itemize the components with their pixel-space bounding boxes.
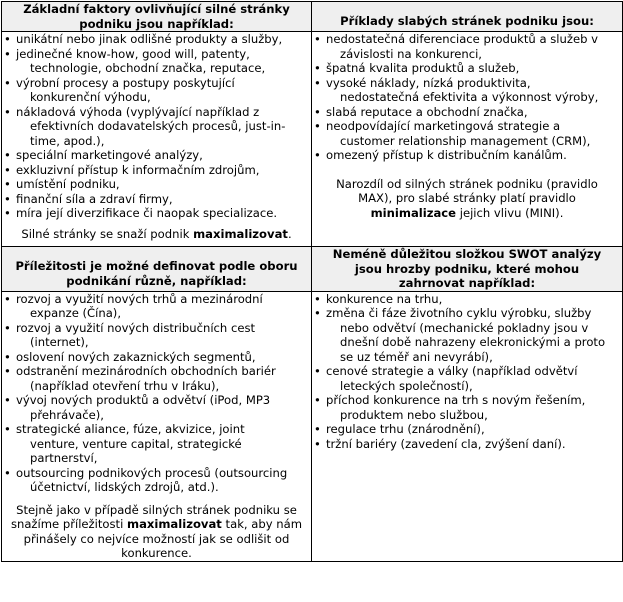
- list-item-text: • umístění podniku,: [16, 177, 120, 191]
- opportunities-note-line4: konkurence.: [121, 546, 192, 560]
- list-item-text: • konkurence na trhu,: [326, 291, 443, 306]
- weaknesses-header-text: Příklady slabých stránek podniku jsou:: [340, 14, 594, 28]
- threats-cell: [312, 291, 623, 561]
- opportunities-header: [2, 247, 312, 292]
- weaknesses-note-line2: MAX), pro slabé stránky platí pravidlo: [358, 191, 576, 205]
- list-item-continuation: partnerství,: [30, 451, 98, 465]
- opportunities-list: [2, 292, 311, 495]
- weaknesses-cell: [312, 32, 623, 247]
- list-item-text: • omezený přístup k distribučním kanálům.: [326, 148, 567, 162]
- list-item: [312, 76, 622, 105]
- opportunities-header-line2: podnikání různě, například:: [66, 273, 247, 288]
- threats-header: [312, 247, 623, 292]
- list-item: [2, 148, 311, 163]
- list-item-continuation: nedostatečná efektivita a výkonnost výroby,: [340, 90, 599, 104]
- opportunities-note-line2: [2, 517, 311, 532]
- list-item: [312, 119, 622, 148]
- list-item-continuation: produktem nebo službou,: [340, 407, 488, 422]
- strengths-header: [2, 2, 312, 32]
- strengths-note: [2, 227, 311, 242]
- list-item-continuation: účetnictví, lidských zdrojů, atd.).: [30, 480, 219, 494]
- list-item: [2, 206, 311, 221]
- list-item-text: • speciální marketingové analýzy,: [16, 148, 203, 162]
- list-item: [312, 422, 622, 437]
- list-item-continuation: leteckých společností),: [340, 378, 473, 393]
- weaknesses-note-line3: [312, 206, 622, 221]
- weaknesses-note-end: jejich vlivu (MINI).: [456, 205, 564, 220]
- opportunities-note-line3: přinášely co nejvíce možností jak se odlišit od: [23, 531, 290, 546]
- list-item-text: • strategické aliance, fúze, akvizice, joint: [16, 422, 245, 436]
- list-item-text: • oslovení nových zakaznických segmentů,: [16, 349, 256, 364]
- list-item: [2, 177, 311, 192]
- list-item-text: • rozvoj a využití nových distribučních cest: [16, 320, 256, 335]
- strengths-note-bold: maximalizovat: [193, 226, 288, 241]
- list-item-text: • unikátní nebo jinak odlišné produkty a služby,: [16, 32, 283, 46]
- list-item-text: • příchod konkurence na trh s novým řešením,: [326, 393, 586, 407]
- list-item-continuation: technologie, obchodní značka, reputace,: [30, 61, 266, 75]
- strengths-note-end: .: [287, 226, 292, 241]
- list-item-text: • cenové strategie a války (například odvětví: [326, 364, 578, 378]
- list-item-continuation: expanze (Čína),: [30, 306, 122, 320]
- list-item: [2, 466, 311, 495]
- list-item: [312, 32, 622, 61]
- opportunities-note-line2-end: tak, aby nám: [221, 517, 303, 531]
- strengths-header-text: Základní faktory ovlivňující silné stránky podniku jsou například:: [23, 2, 290, 31]
- list-item-text: • odstranění mezinárodních obchodních bariér: [16, 364, 276, 378]
- list-item: [2, 422, 311, 466]
- strengths-cell: [2, 32, 312, 247]
- list-item-text: • jedinečné know-how, good will, patenty,: [16, 46, 250, 61]
- opportunities-note-bold: maximalizovat: [127, 517, 222, 531]
- list-item: [2, 321, 311, 350]
- list-item-text: • slabá reputace a obchodní značka,: [326, 104, 528, 119]
- threats-header-line3: zahrnovat například:: [398, 276, 536, 290]
- list-item-text: • neodpovídající marketingová strategie a: [326, 119, 561, 133]
- list-item-text: • výrobní procesy a postupy poskytující: [16, 75, 235, 90]
- opportunities-cell: [2, 291, 312, 561]
- list-item-continuation: customer relationship management (CRM),: [340, 133, 591, 148]
- list-item: [2, 105, 311, 149]
- list-item-continuation: efektivních dodavatelských procesů, just-in-: [30, 119, 286, 133]
- list-item-text: • vysoké náklady, nízká produktivita,: [326, 75, 531, 90]
- weaknesses-list: [312, 32, 622, 163]
- opportunities-note: [2, 503, 311, 561]
- list-item-text: • finanční síla a zdraví firmy,: [16, 191, 173, 206]
- list-item: [312, 364, 622, 393]
- threats-list: [312, 292, 622, 452]
- list-item-text: • nedostatečná diferenciace produktů a služeb v: [326, 32, 598, 46]
- list-item-continuation: venture, venture capital, strategické: [30, 436, 242, 451]
- list-item-continuation: konkurenční výhodu,: [30, 90, 151, 104]
- list-item: [2, 292, 311, 321]
- list-item-continuation: závislosti na konkurenci,: [340, 46, 482, 61]
- list-item: [2, 163, 311, 178]
- list-item-continuation: dnešní době nahrazeny elekronickými a proto: [340, 335, 606, 349]
- list-item: [2, 364, 311, 393]
- threats-header-line1: Neméně důležitou složkou SWOT analýzy: [332, 247, 602, 261]
- list-item: [312, 292, 622, 307]
- opportunities-header-line1: Příležitosti je možné definovat podle oboru: [15, 259, 298, 273]
- list-item-text: • exkluzivní přístup k informačním zdrojům,: [16, 162, 260, 177]
- list-item-continuation: se uz téměř ani nevyrábí),: [340, 349, 493, 364]
- list-item-continuation: nebo odvětví (mechanické pokladny jsou v: [340, 320, 589, 335]
- list-item: [2, 47, 311, 76]
- list-item-continuation: (internet),: [30, 335, 89, 349]
- body-row-bottom: [2, 291, 623, 561]
- list-item-text: • tržní bariéry (zavedení cla, zvýšení daní).: [326, 436, 566, 451]
- strengths-note-text: Silné stránky se snaží podnik: [21, 226, 194, 241]
- list-item: [312, 393, 622, 422]
- list-item-text: • rozvoj a využití nových trhů a mezinárodní: [16, 291, 263, 306]
- list-item-continuation: time, apod.),: [30, 133, 105, 148]
- list-item: [312, 306, 622, 364]
- body-row-top: [2, 32, 623, 247]
- weaknesses-note: [312, 177, 622, 221]
- weaknesses-note-bold: minimalizace: [370, 205, 457, 220]
- list-item-text: • změna či fáze životního cyklu výrobku, služby: [326, 306, 592, 320]
- list-item: [2, 350, 311, 365]
- list-item-text: • regulace trhu (znárodnění),: [326, 422, 485, 436]
- list-item-text: • nákladová výhoda (vyplývající například z: [16, 104, 260, 119]
- header-row-top: [2, 2, 623, 32]
- list-item: [2, 76, 311, 105]
- list-item-text: • míra její diverzifikace či naopak specializace.: [16, 206, 278, 220]
- list-item-continuation: přehrávače),: [30, 407, 104, 422]
- list-item: [312, 437, 622, 452]
- list-item: [2, 393, 311, 422]
- weaknesses-note-line1: Narozdíl od silných stránek podniku (pravidlo: [336, 176, 598, 191]
- list-item-continuation: (například otevření trhu v Iráku),: [30, 378, 220, 393]
- list-item-text: • vývoj nových produktů a odvětví (iPod, MP3: [16, 393, 271, 407]
- list-item: [2, 32, 311, 47]
- list-item: [312, 61, 622, 76]
- list-item: [312, 148, 622, 163]
- list-item-text: • outsourcing podnikových procesů (outsourcing: [16, 465, 288, 480]
- header-row-bottom: [2, 247, 623, 292]
- swot-table: [1, 1, 623, 562]
- list-item: [312, 105, 622, 120]
- opportunities-note-line1: Stejně jako v případě silných stránek podniku se: [16, 502, 297, 517]
- strengths-list: [2, 32, 311, 221]
- weaknesses-header: [312, 2, 623, 32]
- opportunities-note-line2-start: snažíme příležitosti: [10, 517, 127, 531]
- list-item-text: • špatná kvalita produktů a služeb,: [326, 61, 520, 75]
- list-item: [2, 192, 311, 207]
- threats-header-line2: jsou hrozby podniku, které mohou: [354, 261, 580, 276]
